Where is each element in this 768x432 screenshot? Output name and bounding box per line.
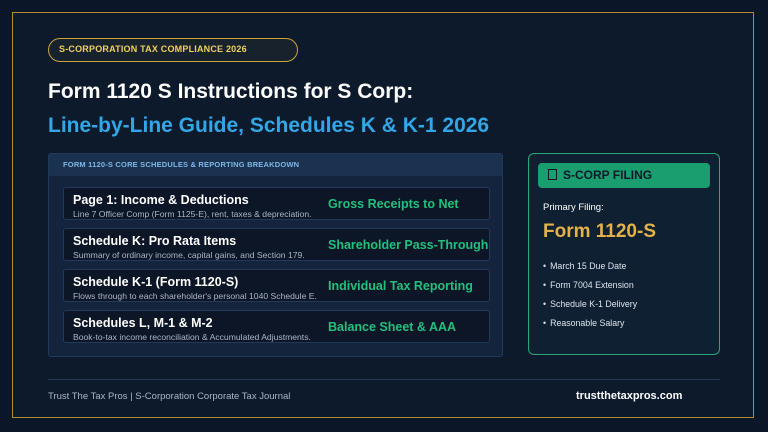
schedule-row-k [63,228,490,261]
schedule-row-title: Schedule K: Pro Rata Items [73,234,237,248]
schedule-row-title: Schedules L, M-1 & M-2 [73,316,213,330]
footer-website-link[interactable]: trustthetaxpros.com [576,390,683,402]
schedule-row-tag: Individual Tax Reporting [328,279,473,293]
primary-filing-value: Form 1120-S [543,221,656,242]
list-item: • March 15 Due Date [543,261,627,271]
filing-checklist [543,260,637,336]
schedule-row-lm [63,310,490,343]
schedule-row-tag: Gross Receipts to Net [328,197,459,211]
schedules-panel-header: FORM 1120-S CORE SCHEDULES & REPORTING BREAKDOWN [49,154,502,176]
schedule-row-title: Schedule K-1 (Form 1120-S) [73,275,239,289]
list-item: • Form 7004 Extension [543,280,634,290]
list-item: • Schedule K-1 Delivery [543,299,638,309]
footer-credit: Trust The Tax Pros | S-Corporation Corporate Tax Journal [48,391,291,402]
filing-card-header [538,163,710,188]
schedule-row-description: Line 7 Officer Comp (Form 1125-E), rent, taxes & depreciation. [73,209,312,219]
page-title: Form 1120 S Instructions for S Corp: [48,80,414,103]
filing-summary-card [528,153,720,355]
schedule-row-k1 [63,269,490,302]
schedule-row-page1 [63,187,490,220]
schedule-row-tag: Balance Sheet & AAA [328,320,457,334]
schedule-row-title: Page 1: Income & Deductions [73,193,249,207]
primary-filing-label: Primary Filing: [543,202,604,213]
schedule-row-description: Flows through to each shareholder's personal 1040 Schedule E. [73,291,317,301]
schedule-row-description: Book-to-tax income reconciliation & Accumulated Adjustments. [73,332,311,342]
category-badge: S-CORPORATION TAX COMPLIANCE 2026 [48,38,298,62]
document-icon [548,169,557,180]
filing-card-header-label: S-CORP FILING [563,168,653,182]
schedules-panel [48,153,503,357]
footer-divider [48,379,720,380]
schedule-row-description: Summary of ordinary income, capital gains, and Section 179. [73,250,305,260]
list-item: • Reasonable Salary [543,318,625,328]
page-subtitle: Line-by-Line Guide, Schedules K & K-1 2026 [48,114,490,137]
schedule-row-tag: Shareholder Pass-Through [328,238,489,252]
